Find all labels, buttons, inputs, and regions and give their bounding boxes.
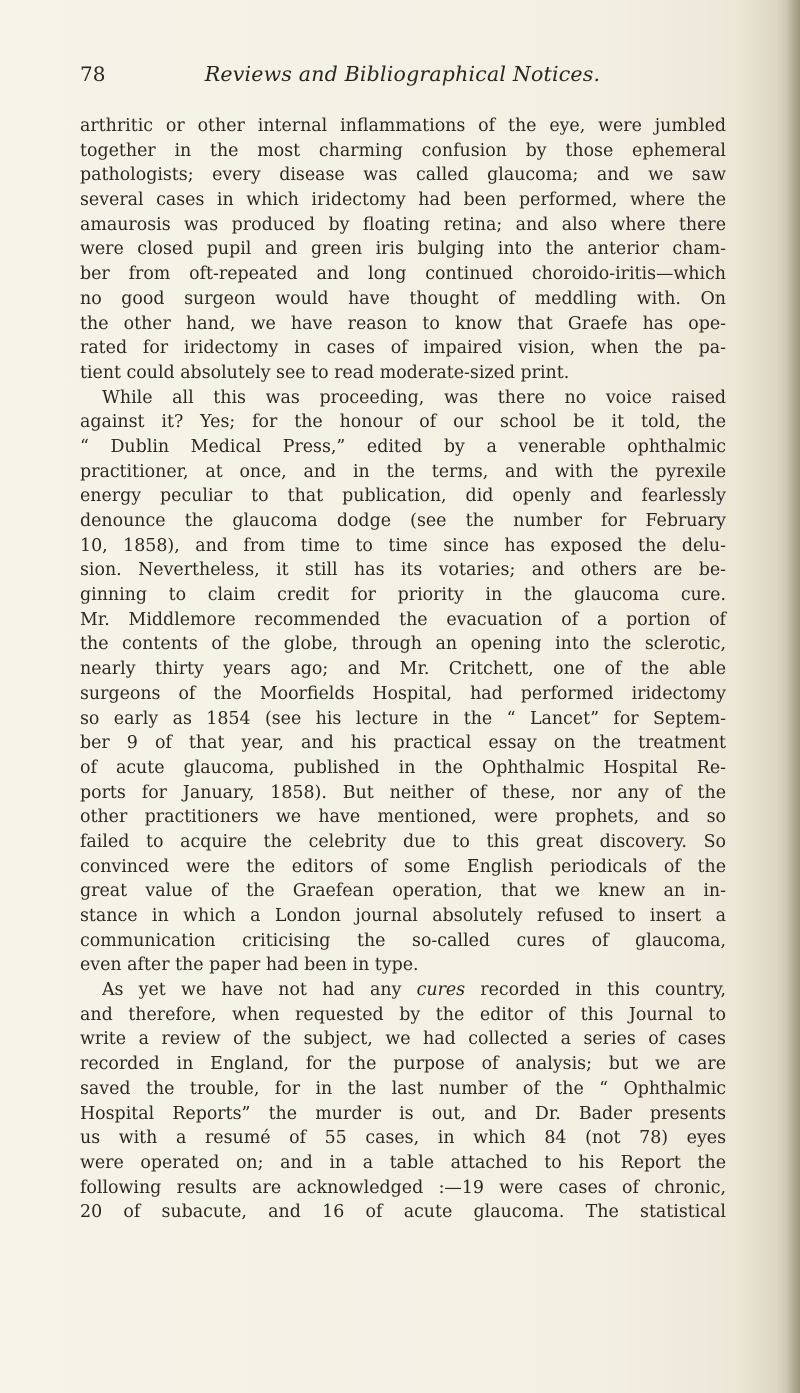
text-line: failed to acquire the celebrity due to this great discovery. So: [80, 831, 726, 852]
text-line: 10, 1858), and from time to time since has exposed the delu-: [80, 535, 726, 556]
text-line: 20 of subacute, and 16 of acute glaucoma. The statistical: [80, 1202, 726, 1223]
text-line: rated for iridectomy in cases of impaired vision, when the pa-: [80, 338, 726, 359]
text-line: sion. Nevertheless, it still has its votaries; and others are be-: [80, 560, 726, 581]
text-line: ginning to claim credit for priority in the glaucoma cure.: [80, 585, 726, 606]
text-line: [80, 978, 726, 1003]
text-line: no good surgeon would have thought of meddling with. On: [80, 288, 726, 309]
text-line: and therefore, when requested by the editor of this Journal to: [80, 1004, 726, 1025]
text-line: great value of the Graefean operation, that we knew an in-: [80, 881, 726, 902]
page-header: [80, 62, 725, 92]
text-line: arthritic or other internal inflammations of the eye, were jumbled: [80, 116, 726, 136]
text-line: While all this was proceeding, was there no voice raised: [102, 387, 726, 408]
text-line: were closed pupil and green iris bulging into the anterior cham-: [80, 239, 726, 260]
text-line: tient could absolutely see to read moderate-sized print.: [80, 362, 570, 383]
text-segment: recorded in this country,: [480, 980, 726, 1001]
text-line: other practitioners we have mentioned, were prophets, and so: [80, 807, 726, 828]
text-line: ber from oft-repeated and long continued choroido-iritis—which: [80, 264, 726, 285]
text-line: Mr. Middlemore recommended the evacuation of a portion of: [80, 609, 726, 630]
text-line: write a review of the subject, we had collected a series of cases: [80, 1029, 726, 1050]
text-line: together in the most charming confusion by those ephemeral: [80, 140, 726, 161]
text-line: communication criticising the so-called cures of glaucoma,: [80, 930, 726, 951]
text-line: saved the trouble, for in the last number of the “ Ophthalmic: [80, 1078, 726, 1099]
text-line: so early as 1854 (see his lecture in the “ Lancet” for Septem-: [80, 708, 726, 729]
text-line: stance in which a London journal absolutely refused to insert a: [80, 906, 726, 926]
page-edge-shadow: [786, 0, 800, 1393]
text-line: recorded in England, for the purpose of analysis; but we are: [80, 1054, 726, 1075]
text-line: amaurosis was produced by floating retina; and also where there: [80, 214, 726, 235]
text-line: the other hand, we have reason to know that Graefe has ope-: [80, 313, 726, 334]
text-segment: As yet we have not had any: [102, 980, 402, 1001]
text-line: Hospital Reports” the murder is out, and Dr. Bader presents: [80, 1103, 726, 1124]
text-line: of acute glaucoma, published in the Ophthalmic Hospital Re-: [80, 757, 726, 778]
text-line: ber 9 of that year, and his practical essay on the treatment: [80, 733, 726, 754]
running-head: Reviews and Bibliographical Notices.: [204, 62, 601, 86]
text-line: ports for January, 1858). But neither of these, nor any of the: [80, 782, 726, 803]
page-number: 78: [80, 62, 106, 86]
text-line: were operated on; and in a table attached to his Report the: [80, 1152, 726, 1173]
body-text: [80, 114, 726, 1225]
text-line: several cases in which iridectomy had been performed, where the: [80, 190, 726, 211]
text-line: convinced were the editors of some English periodicals of the: [80, 856, 726, 877]
text-line: practitioner, at once, and in the terms, and with the pyrexile: [80, 461, 726, 482]
text-line: energy peculiar to that publication, did openly and fearlessly: [80, 486, 726, 507]
text-line: us with a resumé of 55 cases, in which 84 (not 78) eyes: [80, 1128, 726, 1149]
italic-word: cures: [416, 980, 466, 1001]
text-line: the contents of the globe, through an opening into the sclerotic,: [80, 634, 726, 655]
text-line: denounce the glaucoma dodge (see the number for February: [80, 511, 726, 531]
text-line: following results are acknowledged :—19 were cases of chronic,: [80, 1177, 726, 1198]
text-line: nearly thirty years ago; and Mr. Critchett, one of the able: [80, 659, 726, 680]
text-line: “ Dublin Medical Press,” edited by a venerable ophthalmic: [80, 436, 726, 457]
text-line: even after the paper had been in type.: [80, 955, 419, 976]
text-line: surgeons of the Moorfields Hospital, had performed iridectomy: [80, 683, 726, 704]
text-line: against it? Yes; for the honour of our school be it told, the: [80, 412, 726, 433]
text-line: pathologists; every disease was called glaucoma; and we saw: [80, 165, 726, 186]
